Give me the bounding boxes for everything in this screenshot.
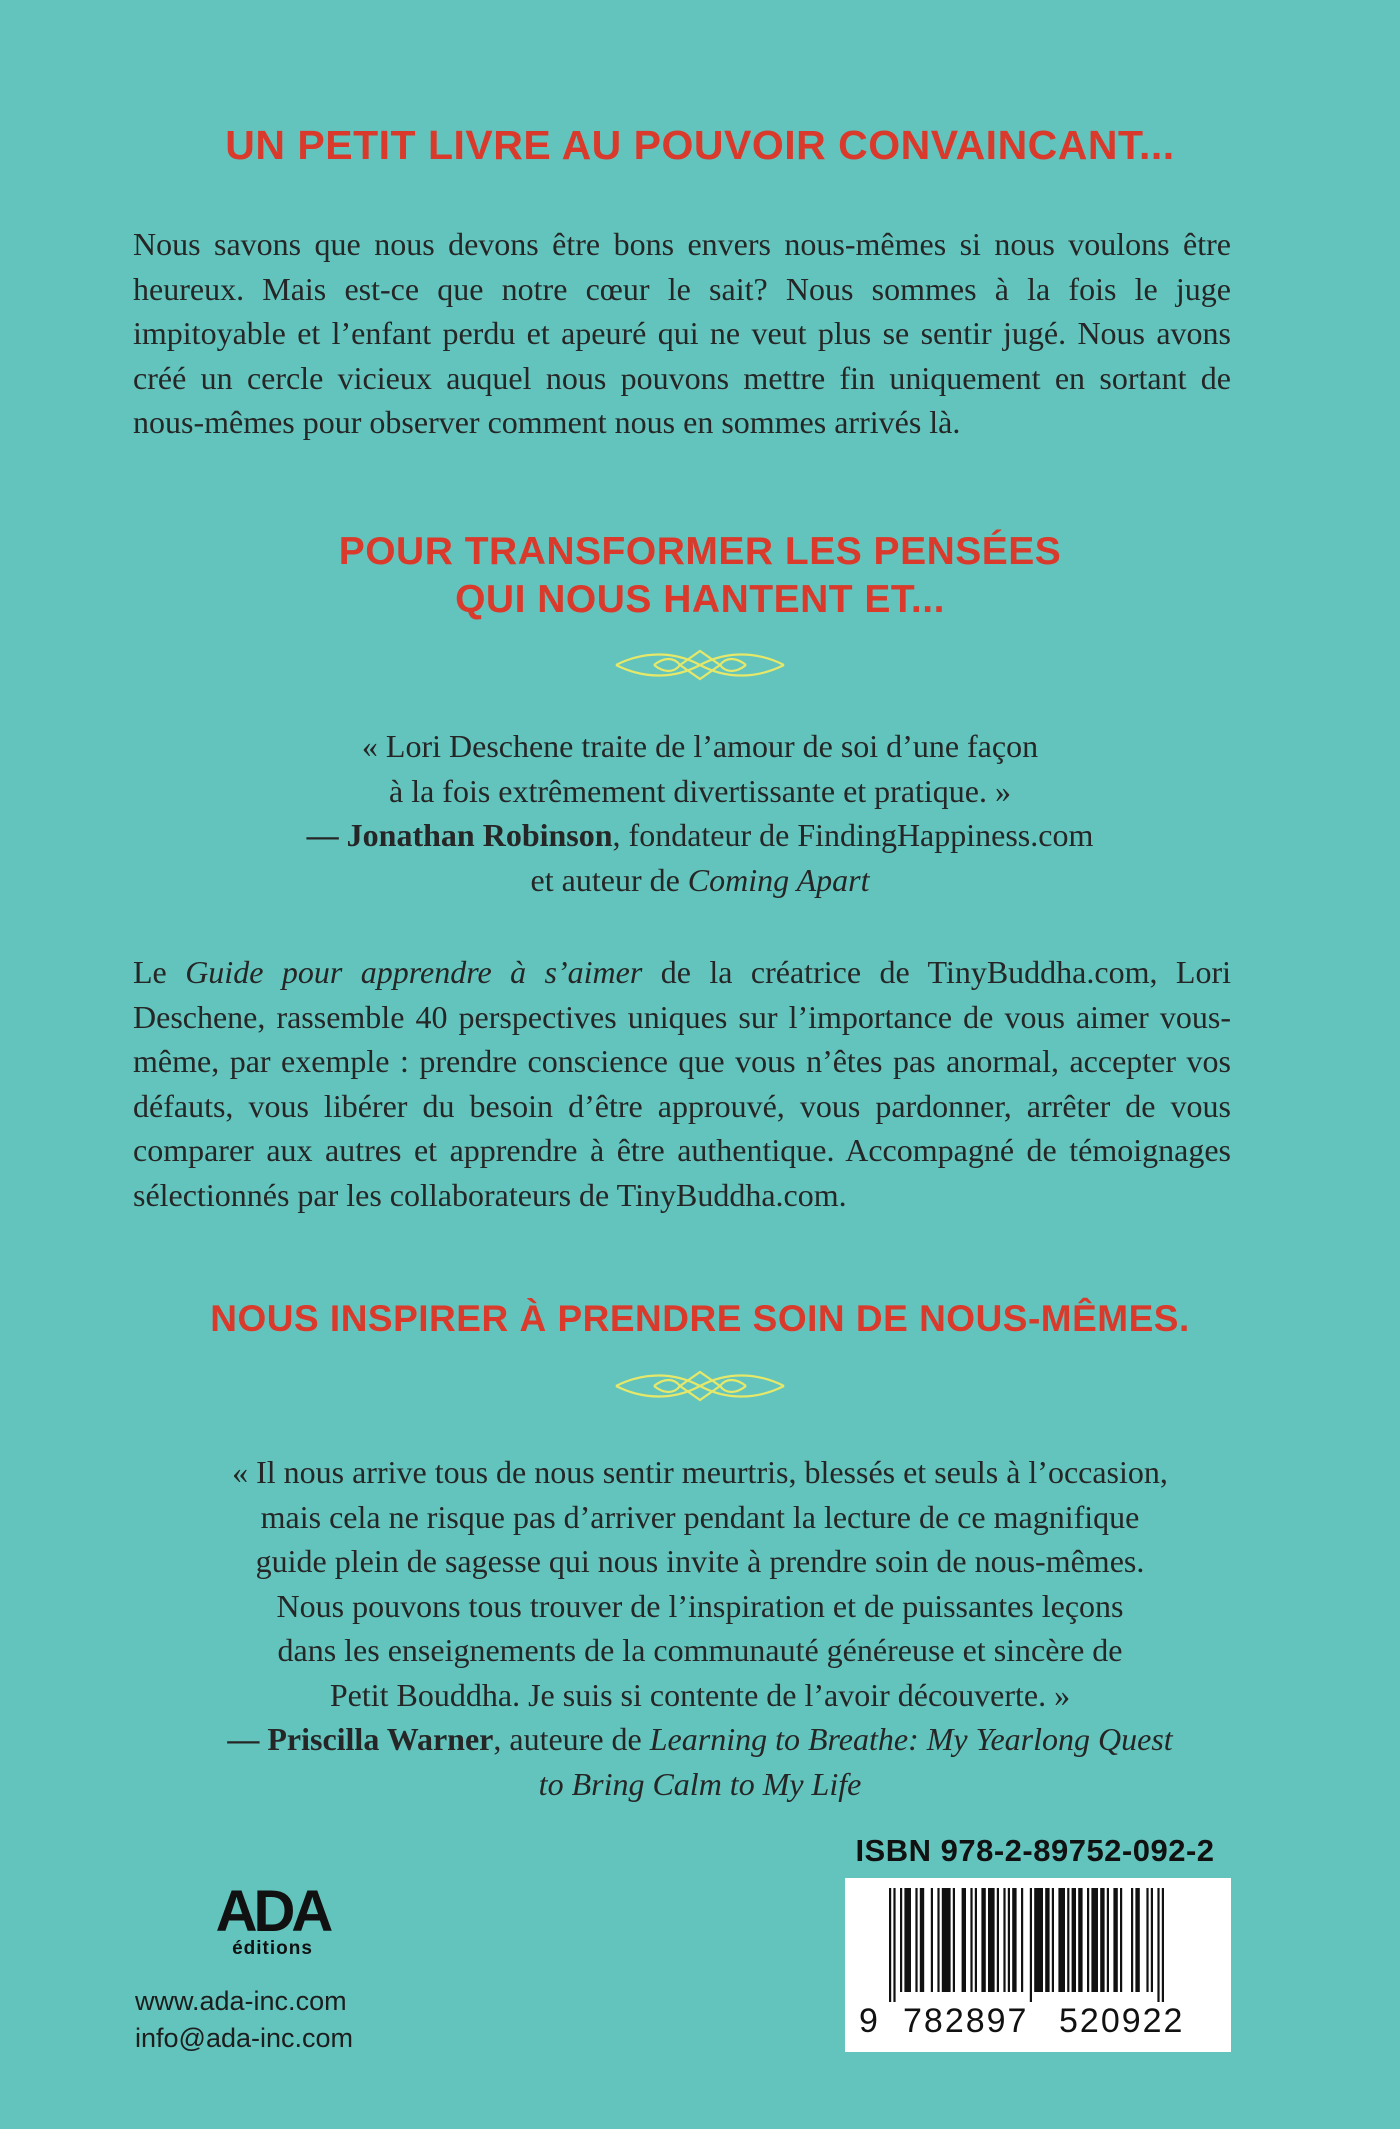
barcode-bar bbox=[1157, 1888, 1159, 2002]
barcode-bar bbox=[1052, 1888, 1054, 1992]
barcode-bar bbox=[920, 1888, 924, 1992]
quote-warner-line2: mais cela ne risque pas d’arriver pendant la lecture de ce magnifique bbox=[260, 1498, 1140, 1535]
barcode-bar bbox=[1045, 1888, 1049, 1992]
barcode-bar bbox=[942, 1888, 951, 1992]
barcode-bar bbox=[1021, 1888, 1023, 1992]
quote-warner-line6: Petit Bouddha. Je suis si contente de l’avoir découverte. » bbox=[329, 1676, 1071, 1713]
barcode-digits-right: 520922 bbox=[1059, 2002, 1185, 2040]
barcode-bar bbox=[981, 1888, 985, 1992]
quote-warner-line5: dans les enseignements de la communauté généreuse et sincère de bbox=[277, 1632, 1123, 1668]
barcode-bar bbox=[1008, 1888, 1010, 1992]
quote-warner-book-line1: Learning to Breathe: My Yearlong Quest bbox=[649, 1721, 1173, 1757]
barcode-bar bbox=[900, 1888, 902, 1992]
publisher-logo bbox=[205, 1879, 340, 1966]
barcode bbox=[845, 1878, 1231, 2052]
barcode-bar bbox=[1146, 1888, 1148, 1992]
quote-robinson-role: , fondateur de FindingHappiness.com bbox=[612, 817, 1094, 853]
heading-inspirer: NOUS INSPIRER À PRENDRE SOIN DE NOUS-MÊMES. bbox=[210, 1298, 1190, 1339]
quote-warner-book-line2: to Bring Calm to My Life bbox=[538, 1765, 862, 1802]
barcode-bar bbox=[962, 1888, 966, 1992]
publisher-logo-main: ADA bbox=[215, 1879, 330, 1944]
barcode-bar bbox=[915, 1888, 917, 1992]
barcode-bar bbox=[1030, 1888, 1032, 2002]
barcode-bar bbox=[1120, 1888, 1122, 1992]
barcode-bar bbox=[1131, 1888, 1133, 1992]
barcode-bar bbox=[1113, 1888, 1117, 1992]
barcode-bar bbox=[1058, 1888, 1065, 1992]
barcode-digit-first: 9 bbox=[859, 2002, 878, 2040]
barcode-bar bbox=[997, 1888, 999, 1992]
quote-robinson-attribution bbox=[100, 813, 1300, 858]
intro-paragraph: Nous savons que nous devons être bons envers nous-mêmes si nous voulons être heureux. Mais est-ce que notre cœur le sait? Nous sommes à la fois le juge impitoyable et l’enfant perdu et apeuré qui ne veut plus se sentir jugé. Nous avons créé un cercle vicieux auquel nous pouvons mettre fin uniquement en sortant de nous-mêmes pour observer comment nous en sommes arrivés là. bbox=[133, 226, 1231, 440]
quote-warner bbox=[100, 1450, 1300, 1806]
quote-warner-role: , auteure de bbox=[493, 1721, 650, 1757]
quote-warner-book-line2-wrap bbox=[100, 1762, 1300, 1807]
quote-warner-line3: guide plein de sagesse qui nous invite à prendre soin de nous-mêmes. bbox=[255, 1543, 1145, 1579]
barcode-bar bbox=[1162, 1888, 1164, 2002]
barcode-bar bbox=[1034, 1888, 1043, 1992]
quote-warner-author: — Priscilla Warner bbox=[227, 1721, 494, 1757]
barcode-bar bbox=[970, 1888, 972, 1992]
description-book-title: Guide pour apprendre à s’aimer bbox=[185, 954, 643, 990]
barcode-bar bbox=[893, 1888, 895, 2002]
barcode-bar bbox=[1151, 1888, 1153, 1992]
ornament-divider-icon bbox=[614, 1366, 786, 1406]
barcode-bar bbox=[1087, 1888, 1089, 1992]
barcode-bar bbox=[988, 1888, 995, 1992]
barcode-bar bbox=[953, 1888, 955, 1992]
quote-warner-line4: Nous pouvons tous trouver de l’inspiration et de puissantes leçons bbox=[276, 1587, 1124, 1624]
barcode-bar bbox=[1107, 1888, 1109, 1992]
quote-robinson-book: Coming Apart bbox=[687, 861, 870, 898]
quote-robinson-author: — Jonathan Robinson bbox=[306, 817, 613, 853]
barcode-digits-left: 782897 bbox=[903, 2002, 1029, 2040]
barcode-bar bbox=[1072, 1888, 1076, 1992]
barcode-bar bbox=[1135, 1888, 1139, 1992]
barcode-bar bbox=[931, 1888, 933, 1992]
description-prefix: Le bbox=[133, 954, 186, 990]
barcode-bar bbox=[1067, 1888, 1069, 1992]
barcode-bar bbox=[1100, 1888, 1104, 1992]
ornament-divider-icon bbox=[614, 645, 786, 685]
description-paragraph bbox=[133, 950, 1231, 1217]
quote-warner-line1: « Il nous arrive tous de nous sentir meurtris, blessés et seuls à l’occasion, bbox=[232, 1454, 1168, 1490]
barcode-bar bbox=[904, 1888, 911, 1992]
publisher-email-link[interactable]: info@ada-inc.com bbox=[135, 2023, 354, 2053]
quote-warner-attribution bbox=[100, 1717, 1300, 1762]
barcode-bar bbox=[1012, 1888, 1016, 1992]
barcode-icon bbox=[859, 1888, 1217, 2002]
quote-robinson-book-line bbox=[100, 858, 1300, 903]
heading-transformer bbox=[0, 528, 1400, 624]
barcode-bar bbox=[975, 1888, 977, 1992]
barcode-bar bbox=[937, 1888, 939, 1992]
heading-convaincant: UN PETIT LIVRE AU POUVOIR CONVAINCANT... bbox=[225, 122, 1175, 168]
isbn-label: ISBN 978-2-89752-092-2 bbox=[855, 1833, 1215, 1868]
publisher-logo-sub: éditions bbox=[232, 1938, 313, 1959]
heading-transformer-line2: QUI NOUS HANTENT ET... bbox=[455, 578, 945, 621]
barcode-bar bbox=[1078, 1888, 1082, 1992]
quote-robinson bbox=[100, 724, 1300, 902]
barcode-bar bbox=[1003, 1888, 1005, 1992]
publisher-website-link[interactable]: www.ada-inc.com bbox=[135, 1986, 347, 2016]
quote-robinson-book-prefix: et auteur de bbox=[530, 861, 688, 898]
description-body: de la créatrice de TinyBuddha.com, Lori Deschene, rassemble 40 perspectives uniques sur l’importance de vous aimer vous-même, par exemple : prendre conscience que vous n’êtes pas anormal, accepter vos défauts, vous libérer du besoin d’être approuvé, vous pardonner, arrêter de vous comparer aux autres et apprendre à être authentique. Accompagné de témoignages sélectionnés par les collaborateurs de TinyBuddha.com. bbox=[133, 954, 1231, 1213]
barcode-bar bbox=[1091, 1888, 1098, 1992]
quote-robinson-line2: à la fois extrêmement divertissante et pratique. » bbox=[389, 772, 1011, 809]
heading-transformer-line1: POUR TRANSFORMER LES PENSÉES bbox=[338, 530, 1062, 573]
quote-robinson-line1: « Lori Deschene traite de l’amour de soi d’une façon bbox=[361, 728, 1039, 764]
barcode-bar bbox=[889, 1888, 891, 2002]
